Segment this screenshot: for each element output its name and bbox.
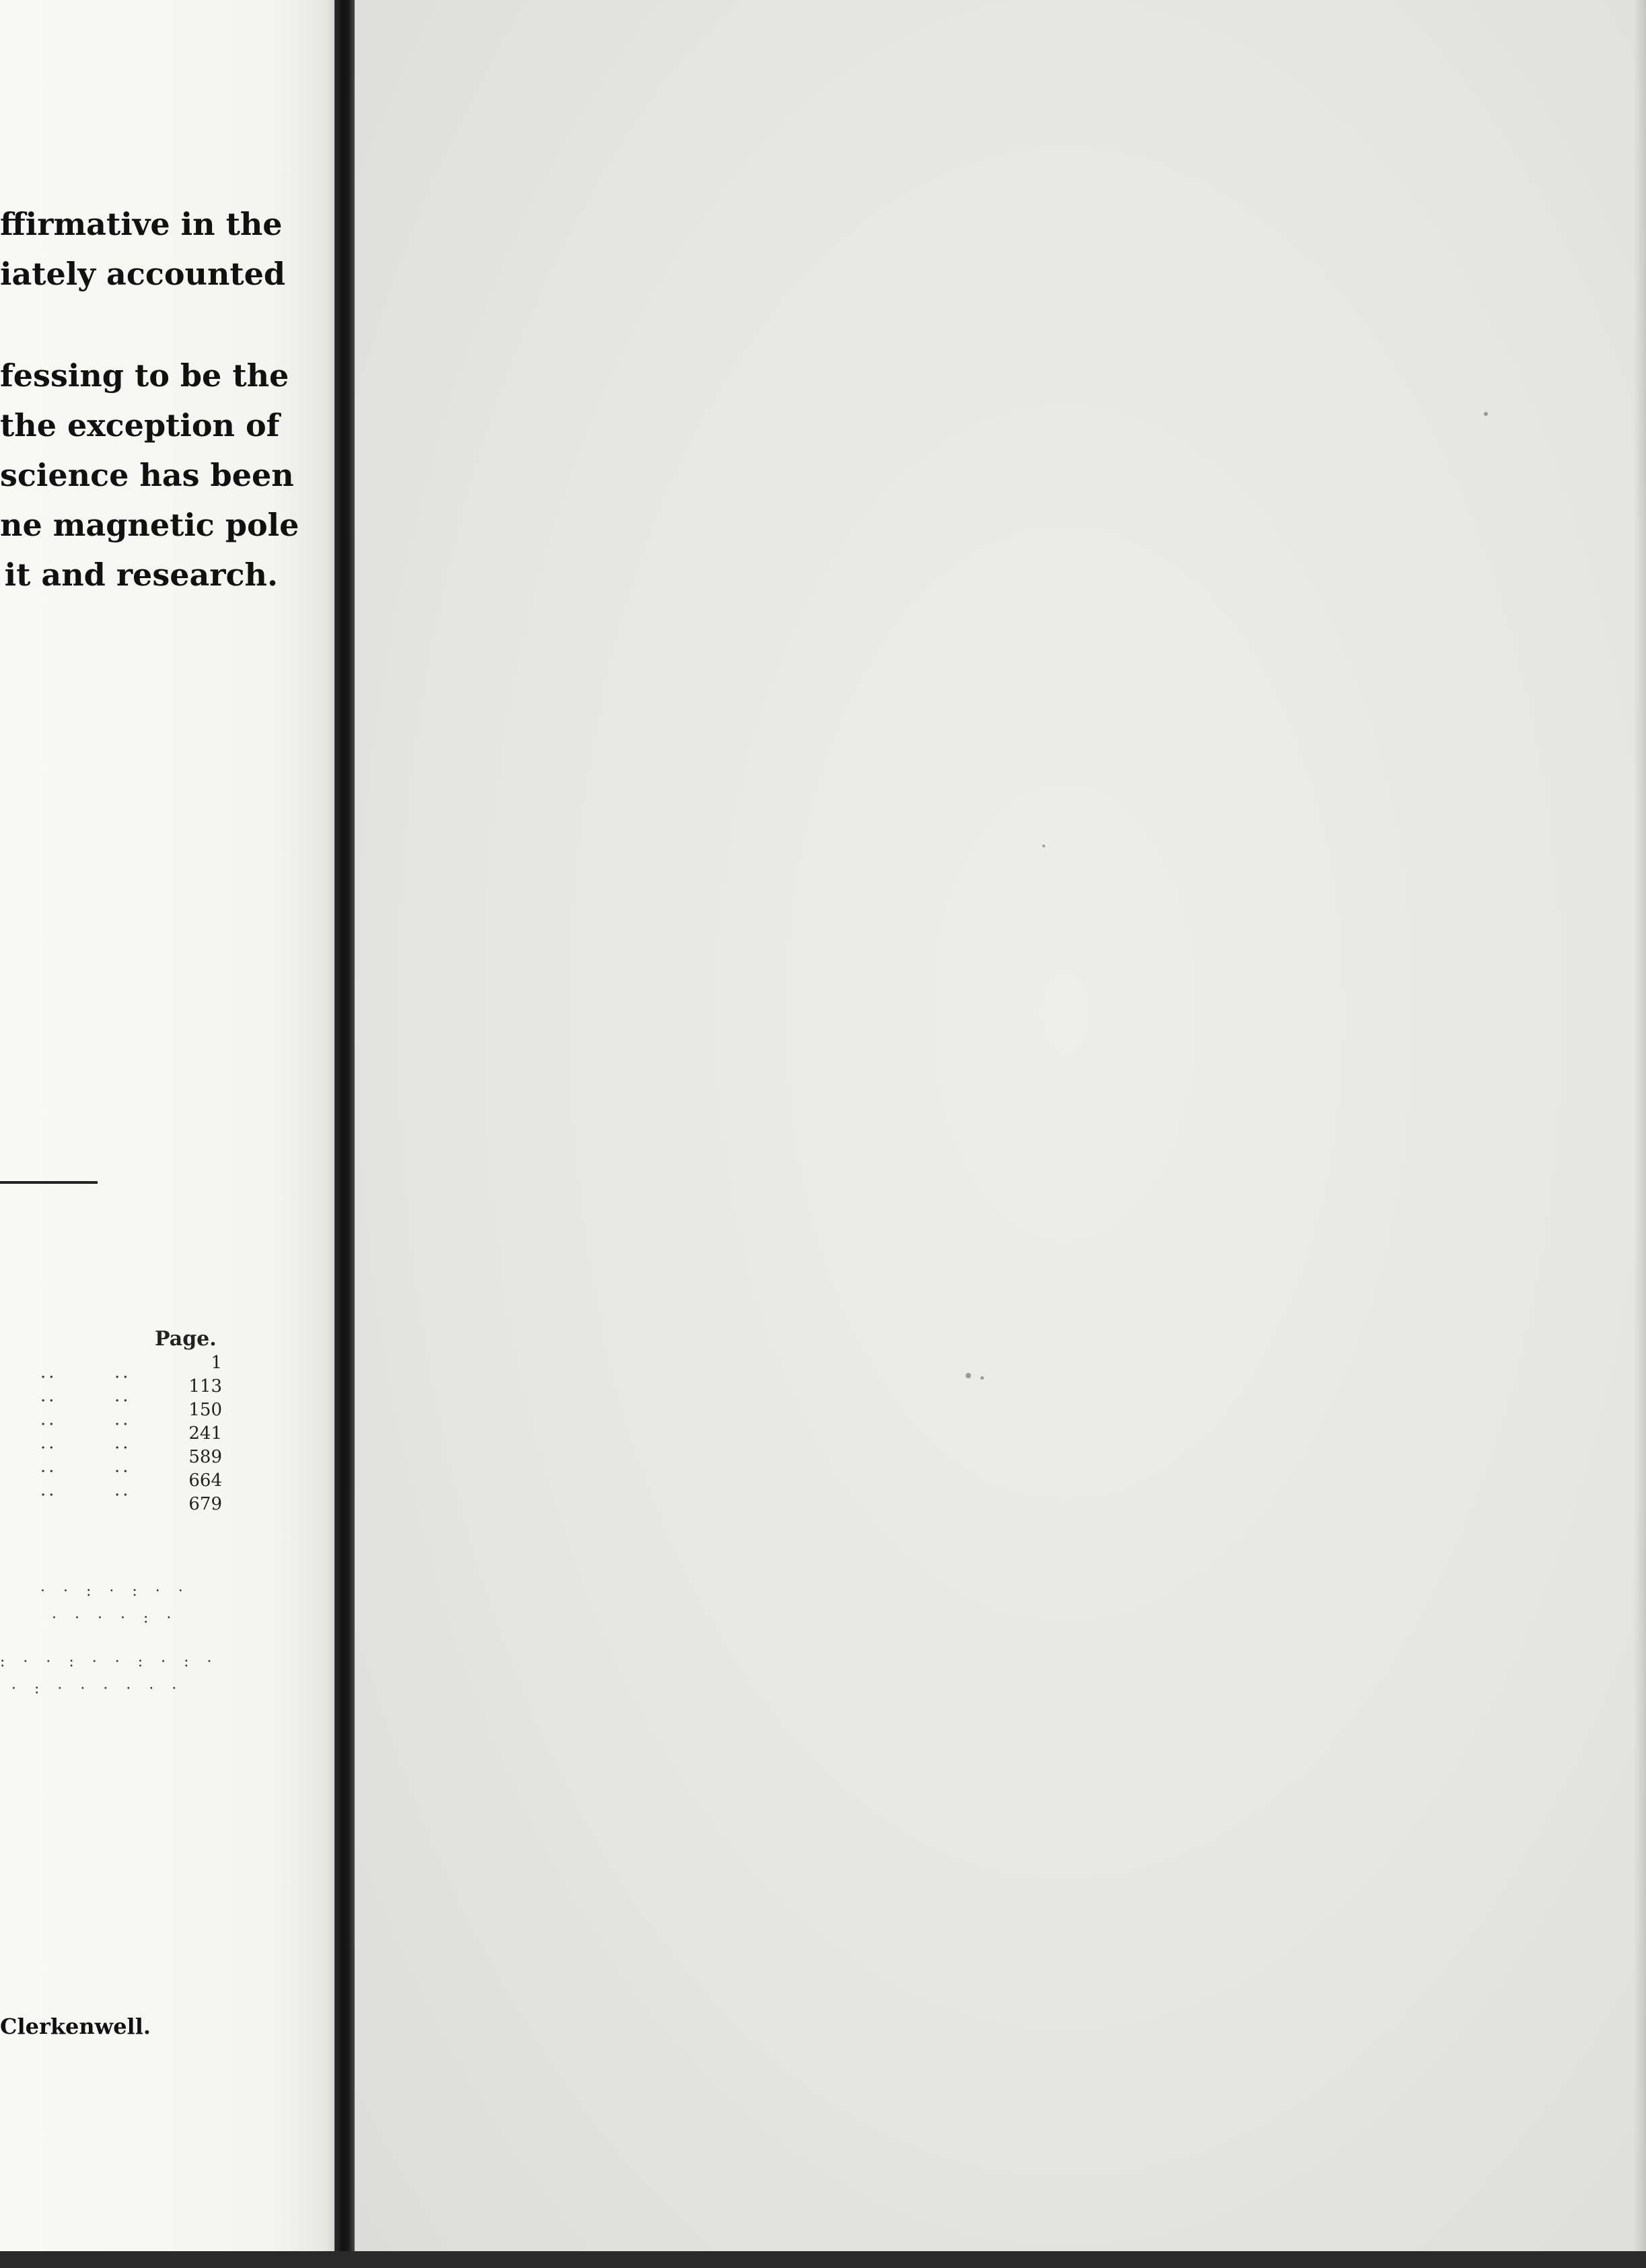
text-line: ffirmative in the [0, 206, 283, 242]
paper-speck [1042, 845, 1045, 847]
page-number: 241 [188, 1423, 222, 1444]
paper-speck [966, 1373, 971, 1378]
contents-page-numbers [155, 1351, 222, 1516]
right-blank-page [355, 0, 1646, 2251]
page-number: 113 [188, 1376, 222, 1396]
leader-dots: ·· ·· ·· ·· ·· ·· [40, 1368, 57, 1505]
left-facing-page [0, 0, 340, 2268]
paper-speck [1484, 412, 1488, 416]
text-line: fessing to be the [0, 357, 289, 394]
leader-dots: : · · : · · : · : · · : · · · · · · [0, 1654, 219, 1697]
text-line: the exception of [0, 407, 280, 444]
page-number: 1 [211, 1353, 222, 1373]
page-number: 150 [188, 1400, 222, 1420]
printer-imprint: Clerkenwell. [0, 2014, 151, 2039]
text-line: ne magnetic pole [0, 507, 299, 543]
horizontal-rule [0, 1181, 98, 1184]
text-line: it and research. [4, 557, 278, 593]
book-gutter [334, 0, 355, 2268]
scan-bottom-edge [0, 2251, 1646, 2268]
contents-page-heading: Page. [155, 1327, 217, 1351]
text-line: science has been [0, 457, 294, 493]
page-edge-shadow [1634, 0, 1646, 2251]
paper-speck [980, 1376, 984, 1380]
paragraph-fragment-2 [0, 351, 340, 600]
paragraph-fragment-1 [0, 199, 340, 299]
text-line: iately accounted [0, 256, 286, 292]
leader-dots: ·· ·· ·· ·· ·· ·· [114, 1368, 131, 1505]
leader-dots: · · : · : · · · · · · : · [40, 1583, 190, 1627]
page-number: 664 [188, 1470, 222, 1491]
page-number: 589 [188, 1447, 222, 1467]
page-number: 679 [188, 1494, 222, 1514]
